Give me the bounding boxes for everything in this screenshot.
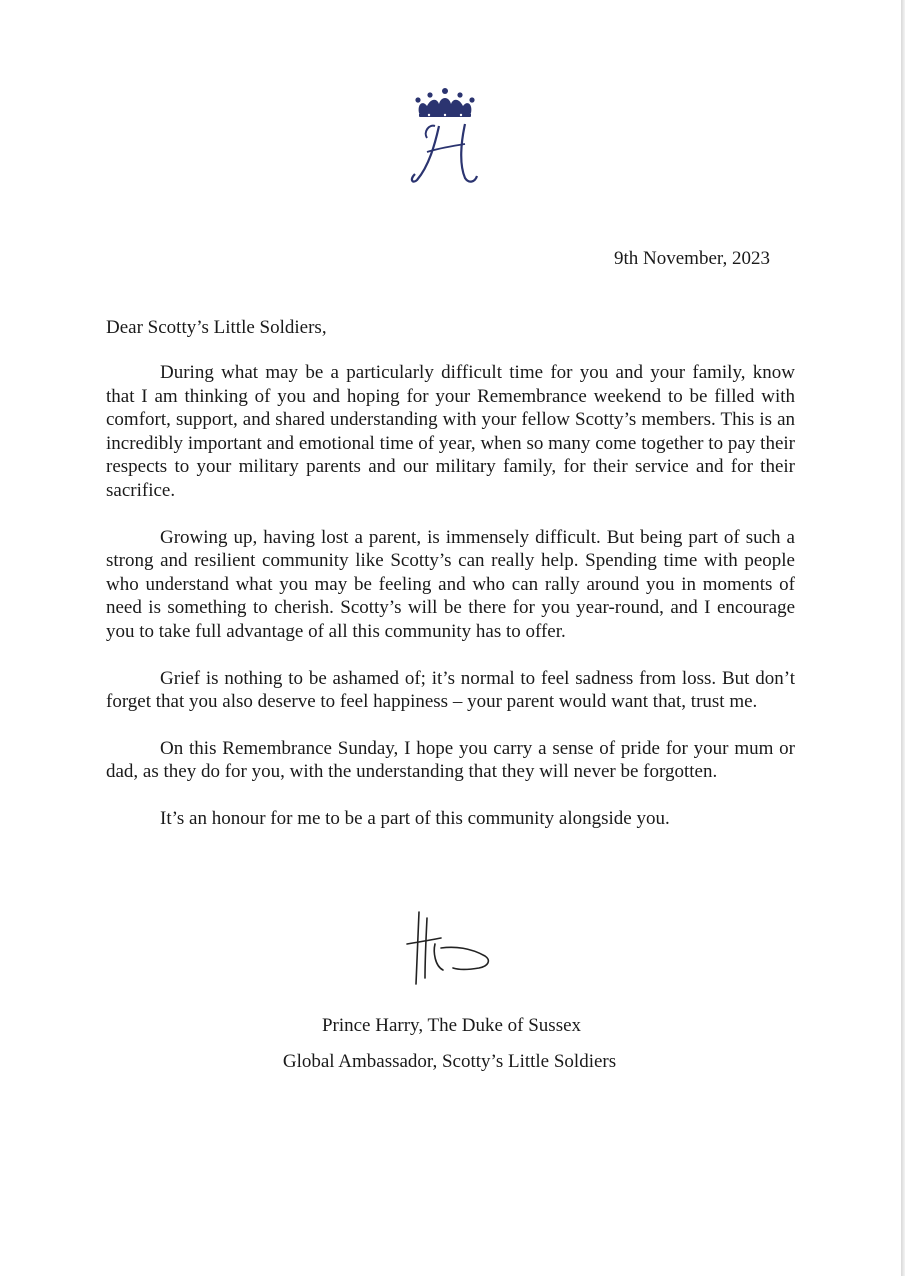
salutation: Dear Scotty’s Little Soldiers, <box>106 317 327 338</box>
paragraph-1: During what may be a particularly difficult time for you and your family, know that I am thinking of you and hoping for your Remembrance weekend to be filled with comfort, support, and shared understanding with your fellow Scotty’s members. This is an incredibly important and emotional time of year, when so many come together to pay their respects to your military parents and our military family, for their service and for their sacrifice. <box>106 362 795 501</box>
signatory-title: Global Ambassador, Scotty’s Little Soldiers <box>282 1051 617 1072</box>
paragraph-5: It’s an honour for me to be a part of this community alongside you. <box>160 807 670 829</box>
letter-date: 9th November, 2023 <box>614 248 770 269</box>
signatory-name: Prince Harry, The Duke of Sussex <box>321 1015 582 1036</box>
paragraph-3: Grief is nothing to be ashamed of; it’s normal to feel sadness from loss. But don’t forget that you also deserve to feel happiness – your parent would want that, trust me. <box>106 667 795 713</box>
crowned-h-cypher-icon <box>405 86 485 186</box>
handwritten-signature-icon <box>405 908 497 990</box>
paragraph-4: On this Remembrance Sunday, I hope you carry a sense of pride for your mum or dad, as they do for you, with the understanding that they will never be forgotten. <box>106 737 795 783</box>
letter-body <box>106 361 795 854</box>
paragraph-2: Growing up, having lost a parent, is immensely difficult. But being part of such a strong and resilient community like Scotty’s can really help. Spending time with people who understand what you may be feeling and who can rally around you in moments of need is something to cherish. Scotty’s will be there for you year-round, and I encourage you to take full advantage of all this community has to offer. <box>106 526 795 642</box>
page-edge <box>901 0 905 1276</box>
